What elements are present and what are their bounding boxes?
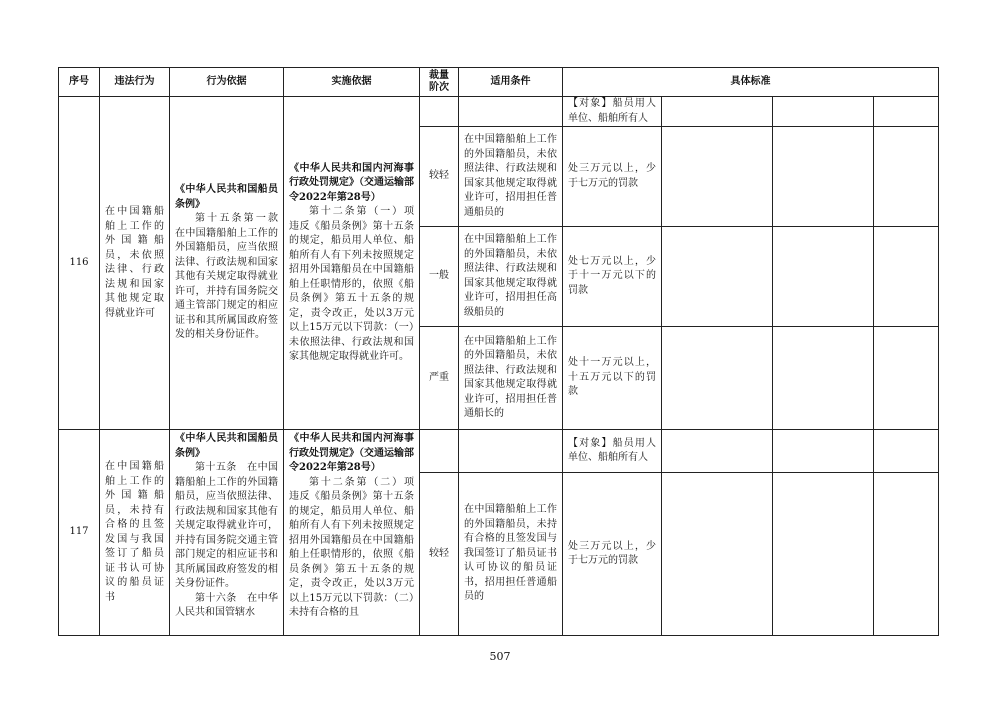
empty-cell: [773, 227, 874, 327]
empty-cell: [773, 97, 874, 127]
empty-cell: [773, 430, 874, 473]
table-row: [59, 97, 939, 127]
header-impl: 实施依据: [284, 68, 420, 97]
level-cell: 较轻: [420, 473, 459, 636]
condition-cell: 在中国籍船舶上工作的外国籍船员，未依照法律、行政法规和国家其他规定取得就业许可，招用担任普通船长的: [459, 327, 563, 430]
seq-cell: 117: [59, 430, 100, 636]
empty-cell: [874, 127, 939, 227]
empty-cell: [662, 327, 773, 430]
penalty-standard-table: [58, 67, 939, 636]
level-cell: 一般: [420, 227, 459, 327]
empty-cell: [874, 473, 939, 636]
empty-cell: [874, 430, 939, 473]
empty-cell: [420, 97, 459, 127]
empty-cell: [773, 327, 874, 430]
page-number: 507: [489, 650, 511, 663]
level-cell: 较轻: [420, 127, 459, 227]
impl-law-title: 《中华人民共和国内河海事行政处罚规定》（交通运输部令2022年第28号）: [289, 162, 414, 203]
target-cell: 【对象】船员用人单位、船舶所有人: [563, 97, 662, 127]
empty-cell: [874, 227, 939, 327]
violation-cell: 在中国籍船舶上工作的外国籍船员，未持有合格的且签发国与我国签订了船员证书认可协议的船员证书: [100, 430, 170, 636]
impl-law-title: 《中华人民共和国内河海事行政处罚规定》（交通运输部令2022年第28号）: [289, 433, 414, 473]
impl-law-text: 第十二条第（一）项 违反《船员条例》第十五条的规定，船员用人单位、船舶所有人有下列未按照规定招用外国籍船员在中国籍船舶上任职情形的，依照《船员条例》第五十五条的规定，责令改正，处以3万元以上15万元以下罚款：（一）未依照法律、行政法规和国家其他规定取得就业许可。: [289, 206, 424, 362]
header-level: 裁量 阶次: [420, 68, 459, 97]
standard-cell: 处三万元以上，少于七万元的罚款: [563, 127, 662, 227]
condition-cell: 在中国籍船舶上工作的外国籍船员，未依照法律、行政法规和国家其他规定取得就业许可，招用担任普通船员的: [459, 127, 563, 227]
basis-law-text: 第十五条第一款 在中国籍船舶上工作的外国籍船员，应当依照法律、行政法规和国家其他有关规定取得就业许可，并持有国务院交通主管部门规定的相应证书和其所属国政府签发的相关身份证件。: [175, 213, 288, 341]
standard-cell: 处十一万元以上，十五万元以下的罚款: [563, 327, 662, 430]
impl-cell: [284, 97, 424, 430]
standard-cell: 处七万元以上，少于十一万元以下的罚款: [563, 227, 662, 327]
empty-cell: [662, 430, 773, 473]
violation-cell: 在中国籍船舶上工作的外国籍船员，未依照法律、行政法规和国家其他规定取得就业许可: [100, 97, 170, 430]
target-cell: 【对象】船员用人单位、船舶所有人: [563, 430, 662, 473]
basis-cell: [170, 430, 284, 636]
standard-cell: 处三万元以上，少于七万元的罚款: [563, 473, 662, 636]
header-cond: 适用条件: [459, 68, 563, 97]
impl-cell: [284, 430, 424, 636]
basis-law-title: 《中华人民共和国船员条例》: [175, 184, 278, 210]
header-std: 具体标准: [563, 68, 939, 97]
condition-cell: 在中国籍船舶上工作的外国籍船员，未依照法律、行政法规和国家其他规定取得就业许可，招用担任高级船员的: [459, 227, 563, 327]
table-row: [59, 430, 939, 473]
condition-cell: 在中国籍船舶上工作的外国籍船员，未持有合格的且签发国与我国签订了船员证书认可协议的船员证书，招用担任普通船员的: [459, 473, 563, 636]
header-basis: 行为依据: [170, 68, 284, 97]
header-violation: 违法行为: [100, 68, 170, 97]
empty-cell: [459, 430, 563, 473]
header-row: [59, 68, 939, 97]
empty-cell: [773, 127, 874, 227]
seq-cell: 116: [59, 97, 100, 430]
empty-cell: [874, 327, 939, 430]
empty-cell: [420, 430, 459, 473]
basis-cell: [170, 97, 288, 430]
empty-cell: [662, 97, 773, 127]
empty-cell: [662, 473, 773, 636]
basis-law-title: 《中华人民共和国船员条例》: [175, 433, 278, 459]
empty-cell: [662, 227, 773, 327]
impl-law-text: 第十二条第（二）项 违反《船员条例》第十五条的规定，船员用人单位、船舶所有人有下列未按照规定招用外国籍船员在中国籍船舶上任职情形的，依照《船员条例》第五十五条的规定，责令改正，处以3万元以上15万元以下罚款：（二）未持有合格的且: [289, 476, 424, 618]
basis-law-text-2: 第十六条 在中华人民共和国管辖水: [175, 592, 278, 618]
empty-cell: [773, 473, 874, 636]
basis-law-text: 第十五条 在中国籍船舶上工作的外国籍船员，应当依照法律、行政法规和国家其他有关规定取得就业许可，并持有国务院交通主管部门规定的相应证书和其所属国政府签发的相关身份证件。: [175, 462, 278, 589]
level-cell: 严重: [420, 327, 459, 430]
empty-cell: [662, 127, 773, 227]
empty-cell: [459, 97, 563, 127]
empty-cell: [874, 97, 939, 127]
header-seq: 序号: [59, 68, 100, 97]
